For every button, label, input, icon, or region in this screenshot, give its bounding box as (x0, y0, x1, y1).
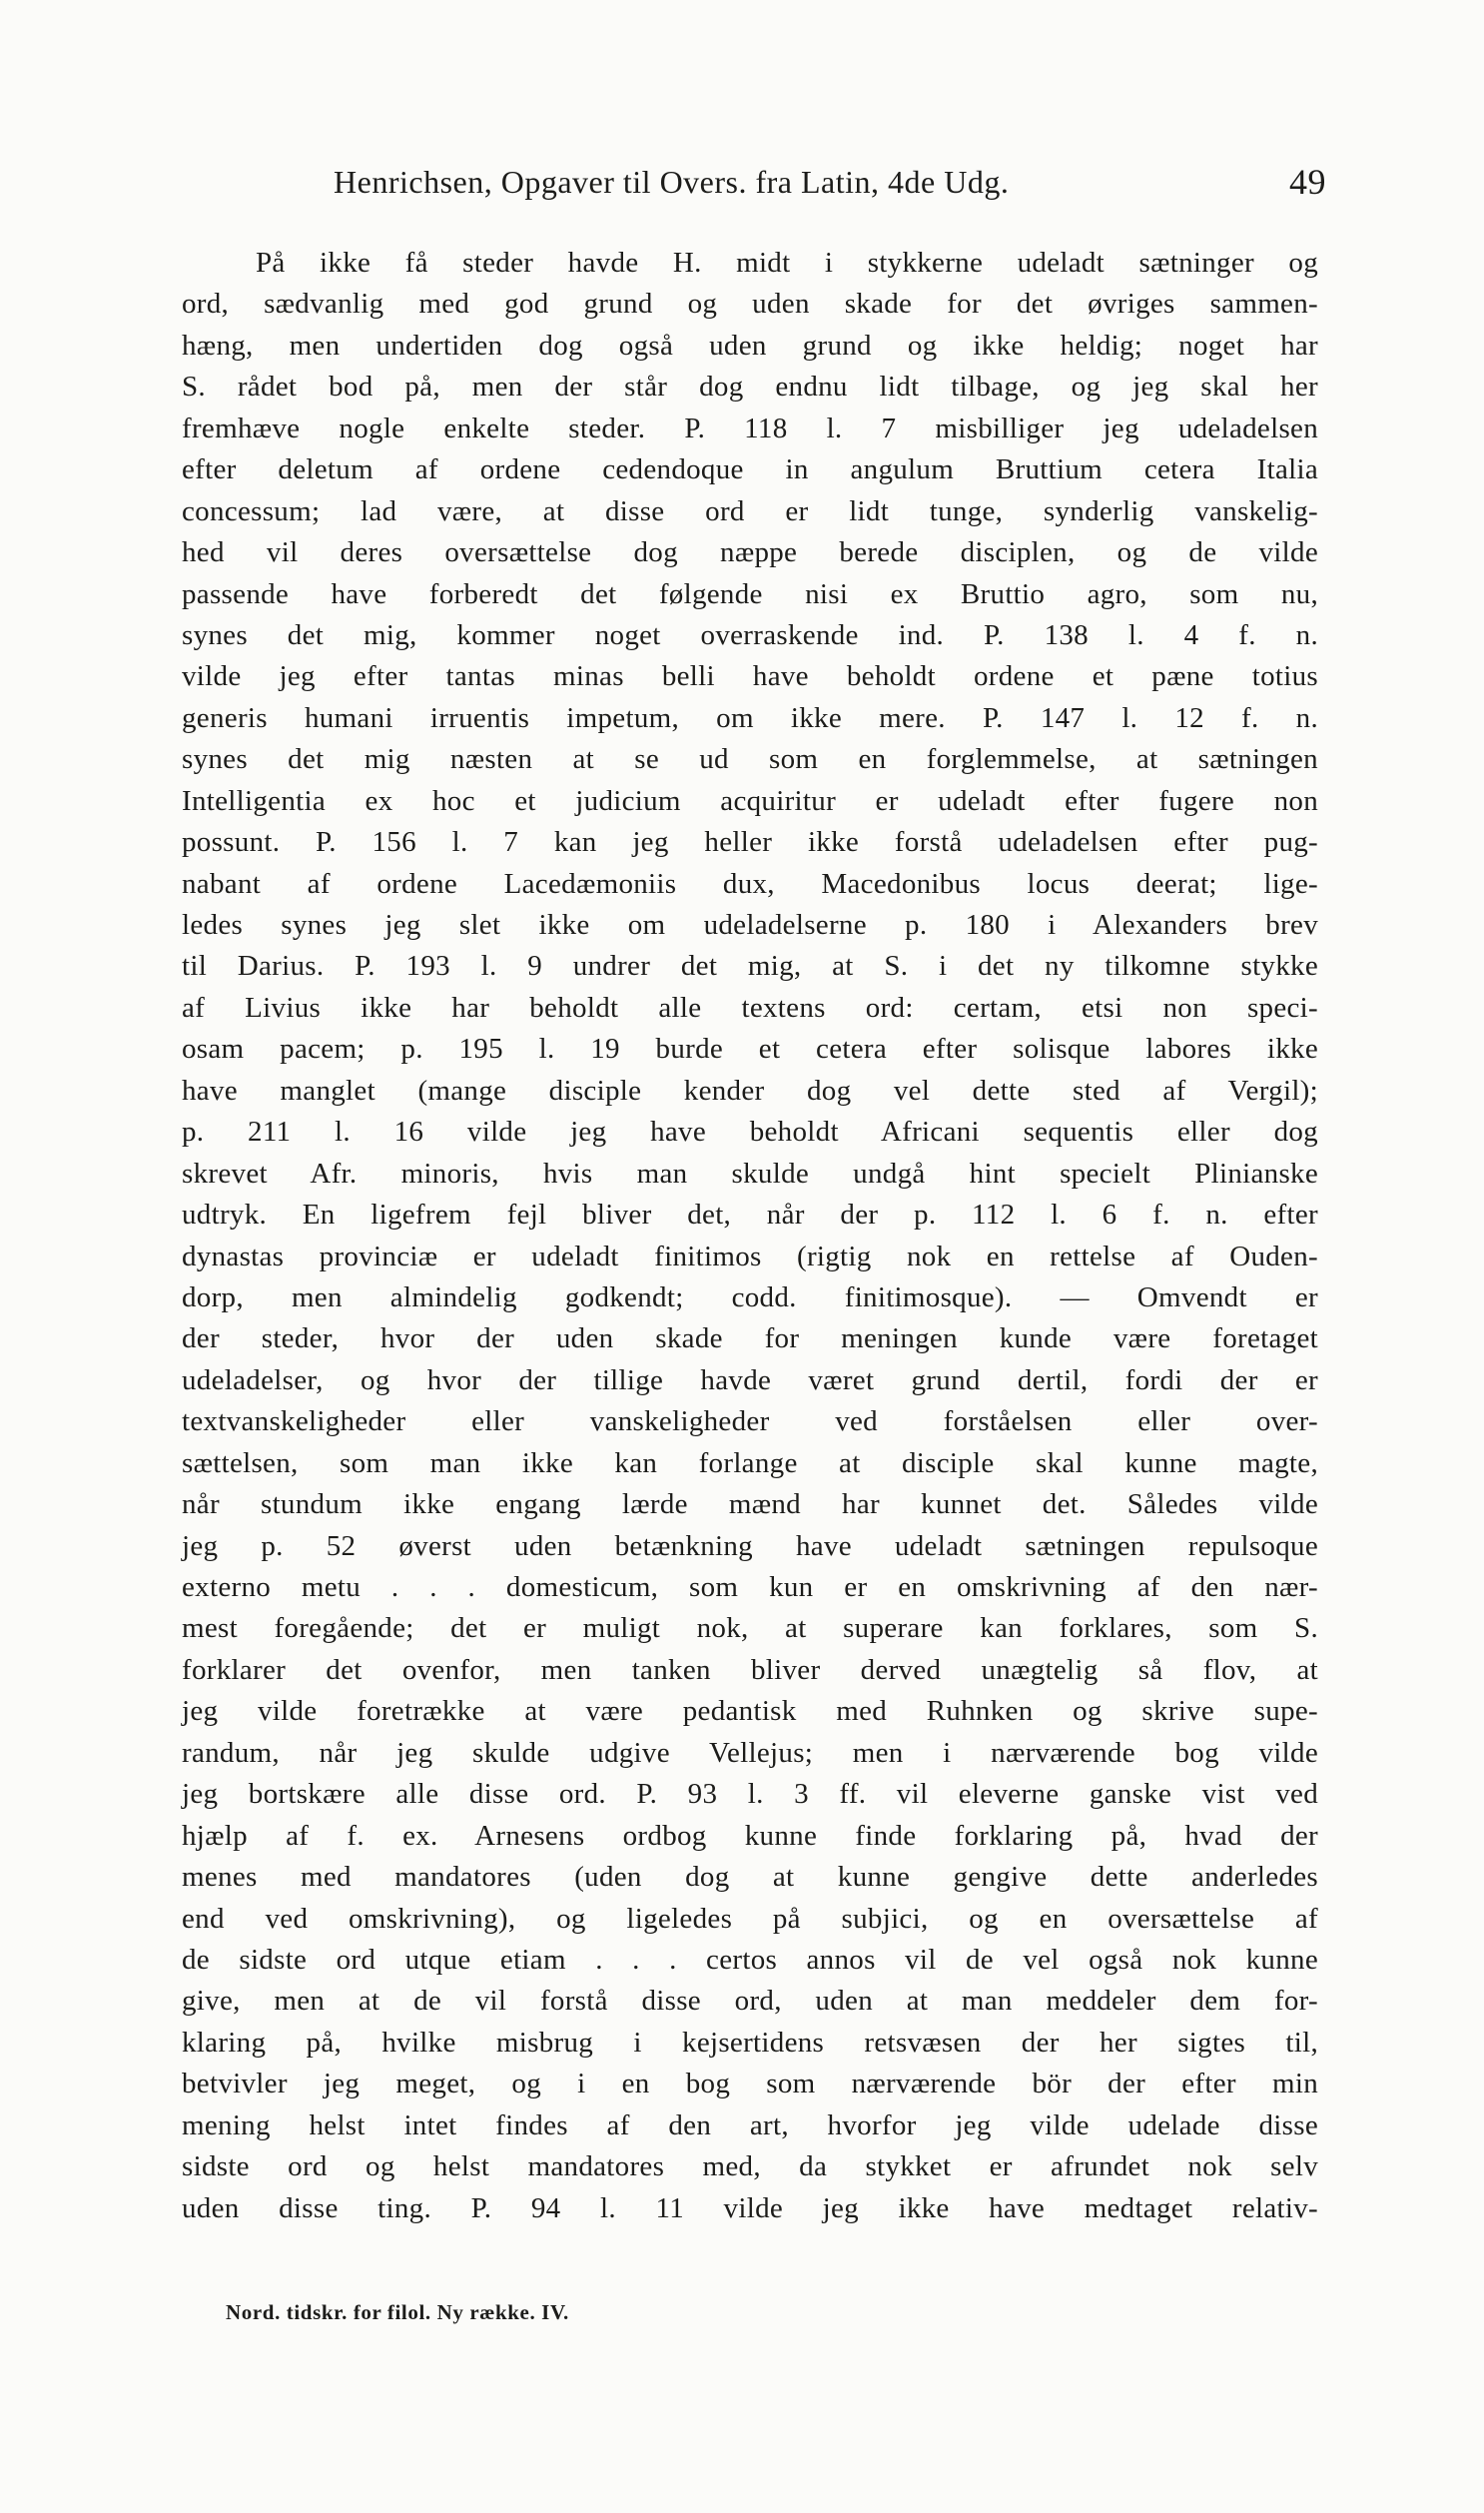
text-line: udtryk. En ligefrem fejl bliver det, når der p. 112 l. 6 f. n. efter (182, 1199, 1318, 1232)
text-line: dorp, men almindelig godkendt; codd. finitimosque). — Omvendt er (182, 1280, 1318, 1313)
text-line: hjælp af f. ex. Arnesens ordbog kunne finde forklaring på, hvad der (182, 1819, 1318, 1852)
text-line: give, men at de vil forstå disse ord, uden at man meddeler dem for- (182, 1985, 1318, 2018)
text-line: ledes synes jeg slet ikke om udeladelserne p. 180 i Alexanders brev (182, 909, 1318, 941)
text-line: sidste ord og helst mandatores med, da stykket er afrundet nok selv (182, 2150, 1318, 2183)
body-text (182, 243, 1318, 2229)
text-line: externo metu . . . domesticum, som kun er en omskrivning af den nær- (182, 1571, 1318, 1603)
text-line: hed vil deres oversættelse dog næppe berede disciplen, og de vilde (182, 536, 1318, 569)
text-line: menes med mandatores (uden dog at kunne gengive dette anderledes (182, 1861, 1318, 1894)
text-line: uden disse ting. P. 94 l. 11 vilde jeg ikke have medtaget relativ- (182, 2191, 1318, 2224)
text-line: jeg vilde foretrække at være pedantisk med Ruhnken og skrive supe- (182, 1695, 1318, 1728)
text-line: til Darius. P. 193 l. 9 undrer det mig, at S. i det ny tilkomne stykke (182, 950, 1318, 983)
text-line: synes det mig næsten at se ud som en forglemmelse, at sætningen (182, 743, 1318, 776)
text-line: når stundum ikke engang lærde mænd har kunnet det. Således vilde (182, 1488, 1318, 1521)
text-line: p. 211 l. 16 vilde jeg have beholdt Africani sequentis eller dog (182, 1116, 1318, 1149)
footer-signature: Nord. tidskr. for filol. Ny række. IV. (226, 2300, 569, 2324)
text-line: På ikke få steder havde H. midt i stykkerne udeladt sætninger og (256, 247, 1318, 279)
text-line: passende have forberedt det følgende nisi ex Bruttio agro, som nu, (182, 577, 1318, 610)
text-line: fremhæve nogle enkelte steder. P. 118 l. 7 misbilliger jeg udeladelsen (182, 412, 1318, 444)
text-line: forklarer det ovenfor, men tanken bliver derved unægtelig så flov, at (182, 1653, 1318, 1686)
text-line: randum, når jeg skulde udgive Vellejus; men i nærværende bog vilde (182, 1736, 1318, 1769)
text-line: have manglet (mange disciple kender dog vel dette sted af Vergil); (182, 1074, 1318, 1107)
text-line: ord, sædvanlig med god grund og uden skade for det øvriges sammen- (182, 288, 1318, 321)
text-line: nabant af ordene Lacedæmoniis dux, Macedonibus locus deerat; lige- (182, 867, 1318, 900)
page-header (334, 157, 1326, 207)
text-line: possunt. P. 156 l. 7 kan jeg heller ikke forstå udeladelsen efter pug- (182, 826, 1318, 859)
text-line: generis humani irruentis impetum, om ikke mere. P. 147 l. 12 f. n. (182, 701, 1318, 734)
text-line: sættelsen, som man ikke kan forlange at disciple skal kunne magte, (182, 1446, 1318, 1479)
text-line: klaring på, hvilke misbrug i kejsertidens retsvæsen der her sigtes til, (182, 2026, 1318, 2059)
text-line: Intelligentia ex hoc et judicium acquiritur er udeladt efter fugere non (182, 784, 1318, 817)
text-line: der steder, hvor der uden skade for meningen kunde være foretaget (182, 1322, 1318, 1355)
text-line: concessum; lad være, at disse ord er lidt tunge, synderlig vanskelig- (182, 494, 1318, 527)
text-line: de sidste ord utque etiam . . . certos annos vil de vel også nok kunne (182, 1943, 1318, 1976)
text-line: mening helst intet findes af den art, hvorfor jeg vilde udelade disse (182, 2108, 1318, 2141)
text-line: osam pacem; p. 195 l. 19 burde et cetera efter solisque labores ikke (182, 1033, 1318, 1066)
running-title: Henrichsen, Opgaver til Overs. fra Latin, 4de Udg. (334, 164, 1010, 200)
text-line: skrevet Afr. minoris, hvis man skulde undgå hint specielt Plinianske (182, 1157, 1318, 1190)
text-line: mest foregående; det er muligt nok, at superare kan forklares, som S. (182, 1612, 1318, 1645)
page-number: 49 (1289, 162, 1326, 202)
text-line: betvivler jeg meget, og i en bog som nærværende bör der efter min (182, 2068, 1318, 2100)
text-line: udeladelser, og hvor der tillige havde været grund dertil, fordi der er (182, 1363, 1318, 1396)
text-line: S. rådet bod på, men der står dog endnu lidt tilbage, og jeg skal her (182, 371, 1318, 404)
text-line: jeg p. 52 øverst uden betænkning have udeladt sætningen repulsoque (182, 1529, 1318, 1562)
text-line: jeg bortskære alle disse ord. P. 93 l. 3 ff. vil eleverne ganske vist ved (182, 1778, 1318, 1811)
text-line: af Livius ikke har beholdt alle textens ord: certam, etsi non speci- (182, 991, 1318, 1024)
text-line: vilde jeg efter tantas minas belli have beholdt ordene et pæne totius (182, 660, 1318, 693)
text-line: hæng, men undertiden dog også uden grund og ikke heldig; noget har (182, 329, 1318, 362)
text-line: synes det mig, kommer noget overraskende ind. P. 138 l. 4 f. n. (182, 618, 1318, 651)
text-line: dynastas provinciæ er udeladt finitimos (rigtig nok en rettelse af Ouden- (182, 1240, 1318, 1272)
text-line: efter deletum af ordene cedendoque in angulum Bruttium cetera Italia (182, 453, 1318, 486)
text-line: end ved omskrivning), og ligeledes på subjici, og en oversættelse af (182, 1902, 1318, 1935)
text-line: textvanskeligheder eller vanskeligheder ved forståelsen eller over- (182, 1405, 1318, 1438)
